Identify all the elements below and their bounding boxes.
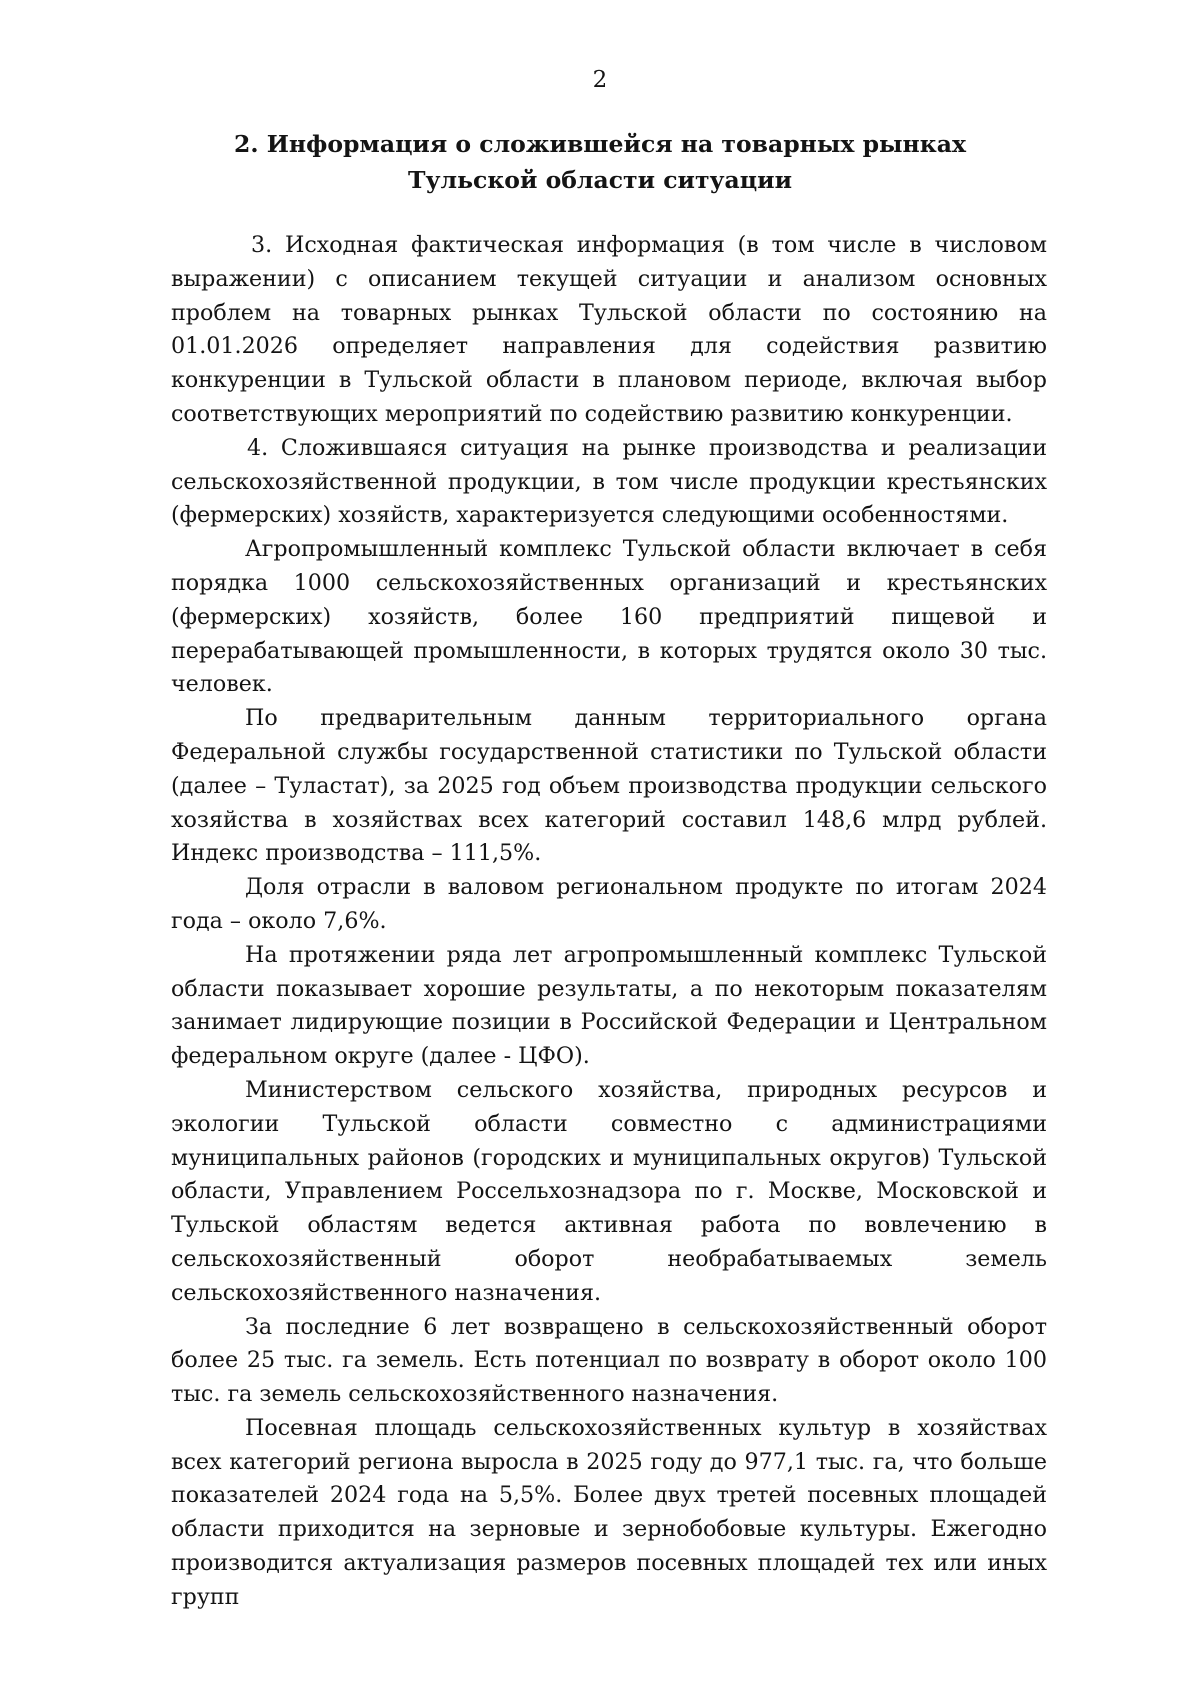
paragraph-ministry: Министерством сельского хозяйства, природных ресурсов и экологии Тульской области совместно с администрациями муниципальных районов (городских и муниципальных округов) Тульской области, Управлением Россельхознадзора по г. Москве, Московской и Тульской областям ведется активная работа по вовлечению в сельскохозяйственный оборот необрабатываемых земель сельскохозяйственного назначения.	[171, 1076, 1047, 1306]
section-heading	[150, 126, 1050, 198]
paragraph-agro-complex: Агропромышленный комплекс Тульской области включает в себя порядка 1000 сельскохозяйственных организаций и крестьянских (фермерских) хозяйств, более 160 предприятий пищевой и перерабатывающей промышленности, в которых трудятся около 30 тыс. человек.	[171, 536, 1047, 698]
page-number: 2	[592, 67, 608, 93]
section-heading-line-2: Тульской области ситуации	[407, 166, 793, 194]
paragraph-sown-area: Посевная площадь сельскохозяйственных культур в хозяйствах всех категорий региона выросла в 2025 году до 977,1 тыс. га, что больше показателей 2024 года на 5,5%. Более двух третей посевных площадей области приходится на зерновые и зернобобовые культуры. Ежегодно производится актуализация размеров посевных площадей тех или иных групп	[171, 1414, 1047, 1610]
paragraph-results: На протяжении ряда лет агропромышленный комплекс Тульской области показывает хорошие результаты, а по некоторым показателям занимает лидирующие позиции в Российской Федерации и Центральном федеральном округе (далее - ЦФО).	[171, 941, 1047, 1070]
paragraph-tulastat: По предварительным данным территориального органа Федеральной службы государственной статистики по Тульской области (далее – Туластат), за 2025 год объем производства продукции сельского хозяйства в хозяйствах всех категорий составил 148,6 млрд рублей. Индекс производства – 111,5%.	[171, 705, 1047, 867]
paragraph-item-3: 3. Исходная фактическая информация (в том числе в числовом выражении) с описанием текущей ситуации и анализом основных проблем на товарных рынках Тульской области по состоянию на 01.01.2026 определяет направления для содействия развитию конкуренции в Тульской области в плановом периоде, включая выбор соответствующих мероприятий по содействию развитию конкуренции.	[171, 232, 1047, 427]
paragraph-item-4: 4. Сложившаяся ситуация на рынке производства и реализации сельскохозяйственной продукции, в том числе продукции крестьянских (фермерских) хозяйств, характеризуется следующими особенностями.	[171, 434, 1047, 529]
paragraph-grp-share: Доля отрасли в валовом региональном продукте по итогам 2024 года – около 7,6%.	[171, 874, 1047, 934]
document-body	[171, 229, 1047, 1615]
paragraph-land-return: За последние 6 лет возвращено в сельскохозяйственный оборот более 25 тыс. га земель. Есть потенциал по возврату в оборот около 100 тыс. га земель сельскохозяйственного назначения.	[171, 1313, 1047, 1408]
section-heading-line-1: 2. Информация о сложившейся на товарных рынках	[234, 130, 966, 158]
